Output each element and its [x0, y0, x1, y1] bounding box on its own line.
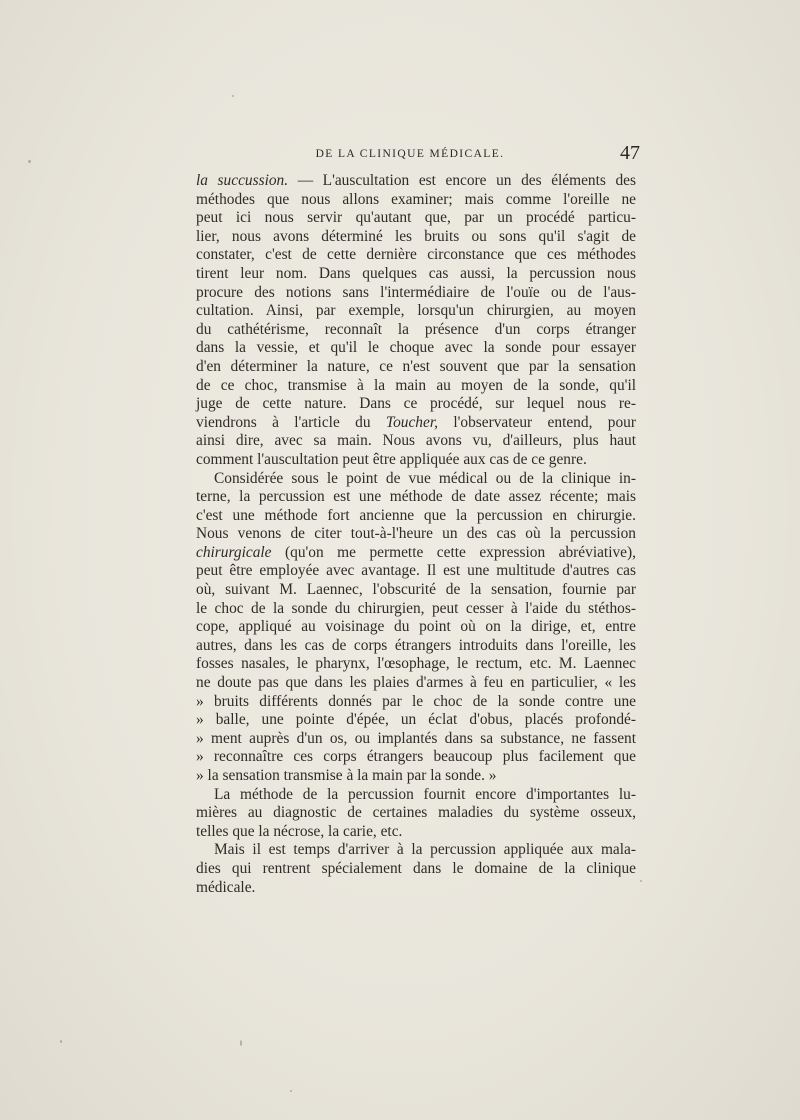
text-line: cultation. Ainsi, par exemple, lorsqu'un chirurgien, au moyen — [196, 302, 636, 320]
body-text — [196, 172, 636, 897]
paper-speck — [232, 95, 234, 97]
paper-speck — [60, 1040, 62, 1043]
text-segment: (qu'on me permette cette expression abréviative), — [271, 543, 636, 561]
text-line: juge de cette nature. Dans ce procédé, sur lequel nous re- — [196, 395, 636, 413]
text-line: La méthode de la percussion fournit encore d'importantes lu- — [214, 785, 636, 803]
paper-speck — [290, 1090, 292, 1092]
text-line: mières au diagnostic de certaines maladies du système osseux, — [196, 804, 636, 822]
paper-speck — [28, 160, 31, 163]
text-line: comment l'auscultation peut être appliquée aux cas de ce genre. — [196, 450, 587, 468]
paper-speck — [640, 880, 642, 882]
text-line: » balle, une pointe d'épée, un éclat d'obus, placés profondé- — [196, 711, 636, 729]
text-segment: viendrons à l'article du — [196, 413, 386, 431]
text-line: terne, la percussion est une méthode de date assez récente; mais — [196, 488, 636, 506]
running-head — [180, 142, 640, 166]
italic-phrase: Toucher, — [385, 413, 438, 431]
page-number: 47 — [620, 142, 640, 164]
text-line: fosses nasales, le pharynx, l'œsophage, le rectum, etc. M. Laennec — [196, 655, 636, 673]
text-line: procure des notions sans l'intermédiaire de l'ouïe ou de l'aus- — [196, 283, 636, 301]
text-line: telles que la nécrose, la carie, etc. — [196, 822, 403, 840]
text-line: c'est une méthode fort ancienne que la percussion en chirurgie. — [196, 506, 636, 524]
text-line — [196, 544, 636, 563]
text-line: constater, c'est de cette dernière circonstance que ces méthodes — [196, 246, 636, 264]
italic-phrase: la succussion. — [196, 172, 289, 189]
text-line: tirent leur nom. Dans quelques cas aussi, la percussion nous — [196, 264, 636, 282]
text-line: Considérée sous le point de vue médical ou de la clinique in- — [214, 469, 636, 487]
paper-speck — [240, 1040, 242, 1046]
text-line: » la sensation transmise à la main par la sonde. » — [196, 767, 497, 784]
text-line: méthodes que nous allons examiner; mais comme l'oreille ne — [196, 190, 636, 208]
text-line: dans la vessie, et qu'il le choque avec la sonde pour essayer — [196, 339, 636, 357]
text-line: » bruits différents donnés par le choc de la sonde contre une — [196, 692, 636, 710]
text-line: peut être employée avec avantage. Il est une multitude d'autres cas — [196, 562, 636, 580]
text-segment: l'observateur entend, pour — [437, 413, 636, 431]
text-line: Mais il est temps d'arriver à la percussion appliquée aux mala- — [214, 841, 636, 859]
text-line: peut ici nous servir qu'autant que, par un procédé particu- — [196, 209, 636, 227]
text-line: le choc de la sonde du chirurgien, peut cesser à l'aide du stéthos- — [196, 599, 636, 617]
text-line: ne doute pas que dans les plaies d'armes à feu en particulier, « les — [196, 674, 636, 692]
text-line: du cathétérisme, reconnaît la présence d'un corps étranger — [196, 320, 636, 338]
text-line: » ment auprès d'un os, ou implantés dans sa substance, ne fassent — [196, 729, 636, 747]
text-line: » reconnaître ces corps étrangers beaucoup plus facilement que — [196, 748, 636, 766]
text-line: autres, dans les cas de corps étrangers introduits dans l'oreille, les — [196, 636, 636, 654]
text-segment: — L'auscultation est encore un des éléments des — [288, 172, 636, 189]
text-line: d'en déterminer la nature, ce n'est souvent que par la sensation — [196, 357, 636, 375]
text-line — [196, 414, 636, 433]
text-line: de ce choc, transmise à la main au moyen de la sonde, qu'il — [196, 376, 636, 394]
italic-phrase: chirurgicale — [196, 543, 272, 561]
text-line: médicale. — [196, 878, 256, 896]
text-line: lier, nous avons déterminé les bruits ou sons qu'il s'agit de — [196, 227, 636, 245]
text-line: Nous venons de citer tout-à-l'heure un des cas où la percussion — [196, 525, 636, 543]
text-line: dies qui rentrent spécialement dans le domaine de la clinique — [196, 859, 636, 877]
text-line: cope, appliqué au voisinage du point où on la dirige, et, entre — [196, 618, 636, 636]
text-line — [196, 172, 636, 191]
text-line: où, suivant M. Laennec, l'obscurité de la sensation, fournie par — [196, 581, 636, 599]
running-title: DE LA CLINIQUE MÉDICALE. — [315, 148, 505, 160]
text-line: ainsi dire, avec sa main. Nous avons vu, d'ailleurs, plus haut — [196, 432, 636, 450]
